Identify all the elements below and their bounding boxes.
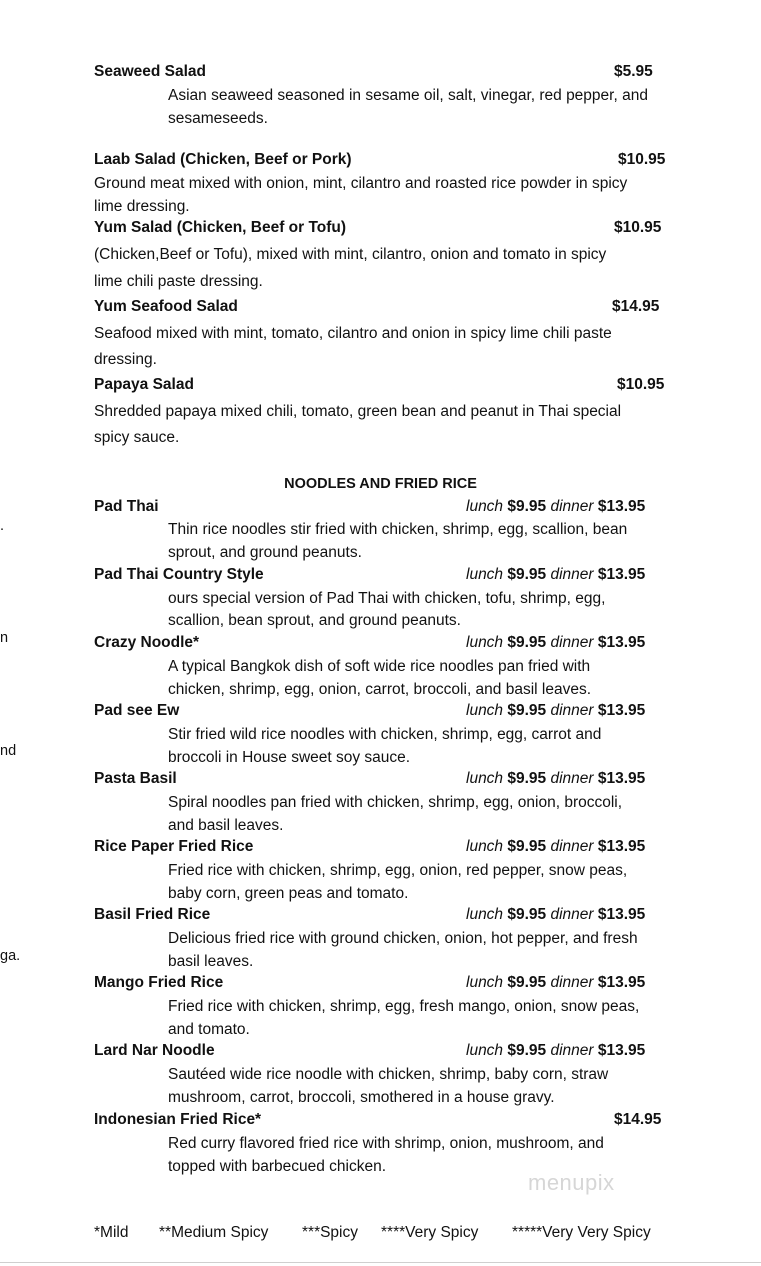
item-name: Pad Thai Country Style	[94, 566, 264, 583]
dinner-price: $13.95	[597, 634, 646, 651]
item-price-pair	[466, 498, 645, 516]
item-price: $10.95	[614, 219, 662, 236]
item-price-pair	[466, 974, 645, 992]
legend-mild: *Mild	[94, 1224, 129, 1241]
item-name: Crazy Noodle*	[94, 634, 200, 651]
item-name: Yum Salad (Chicken, Beef or Tofu)	[94, 219, 347, 236]
lunch-label: lunch	[466, 838, 504, 855]
item-desc-line: Asian seaweed seasoned in sesame oil, salt, vinegar, red pepper, and	[168, 87, 648, 104]
item-name: Lard Nar Noodle	[94, 1042, 215, 1059]
dinner-price: $13.95	[597, 566, 646, 583]
item-desc-line: sesameseeds.	[168, 110, 268, 127]
item-price-pair	[466, 906, 645, 924]
item-name: Pad Thai	[94, 498, 159, 515]
item-desc-line: scallion, bean sprout, and ground peanuts.	[168, 612, 461, 629]
item-price-pair	[466, 770, 645, 788]
item-desc-line: basil leaves.	[168, 953, 254, 970]
edge-fragment: ga.	[0, 948, 21, 964]
item-desc-line: topped with barbecued chicken.	[168, 1158, 387, 1175]
item-name: Pasta Basil	[94, 770, 177, 787]
edge-fragment: .	[0, 518, 5, 534]
watermark: menupix	[528, 1170, 615, 1195]
dinner-label: dinner	[550, 634, 594, 651]
item-desc-line: Shredded papaya mixed chili, tomato, green bean and peanut in Thai special	[94, 403, 622, 420]
item-desc-line: (Chicken,Beef or Tofu), mixed with mint, cilantro, onion and tomato in spicy	[94, 246, 607, 263]
item-desc-line: Ground meat mixed with onion, mint, cilantro and roasted rice powder in spicy	[94, 175, 628, 192]
item-desc-line: Sautéed wide rice noodle with chicken, shrimp, baby corn, straw	[168, 1066, 609, 1083]
lunch-price: $9.95	[507, 498, 547, 515]
item-desc-line: dressing.	[94, 351, 157, 368]
item-desc-line: broccoli in House sweet soy sauce.	[168, 749, 411, 766]
lunch-price: $9.95	[507, 838, 547, 855]
lunch-label: lunch	[466, 702, 504, 719]
item-price-pair	[466, 1042, 645, 1060]
item-desc-line: Delicious fried rice with ground chicken, onion, hot pepper, and fresh	[168, 930, 638, 947]
item-name: Mango Fried Rice	[94, 974, 224, 991]
section-title: NOODLES AND FRIED RICE	[284, 476, 477, 492]
item-desc-line: Fried rice with chicken, shrimp, egg, onion, red pepper, snow peas,	[168, 862, 628, 879]
dinner-price: $13.95	[597, 906, 646, 923]
item-desc-line: ours special version of Pad Thai with chicken, tofu, shrimp, egg,	[168, 590, 606, 607]
dinner-label: dinner	[550, 498, 594, 515]
dinner-price: $13.95	[597, 1042, 646, 1059]
dinner-label: dinner	[550, 702, 594, 719]
item-name: Rice Paper Fried Rice	[94, 838, 254, 855]
item-price: $10.95	[618, 151, 666, 168]
item-price-pair	[466, 566, 645, 584]
item-name: Pad see Ew	[94, 702, 180, 719]
item-name: Laab Salad (Chicken, Beef or Pork)	[94, 151, 352, 168]
item-desc-line: lime dressing.	[94, 198, 190, 215]
item-desc-line: chicken, shrimp, egg, onion, carrot, broccoli, and basil leaves.	[168, 681, 592, 698]
legend-very-spicy: ****Very Spicy	[381, 1224, 479, 1241]
lunch-price: $9.95	[507, 974, 547, 991]
item-desc-line: baby corn, green peas and tomato.	[168, 885, 409, 902]
item-desc-line: Seafood mixed with mint, tomato, cilantro and onion in spicy lime chili paste	[94, 325, 612, 342]
dinner-price: $13.95	[597, 770, 646, 787]
item-name: Basil Fried Rice	[94, 906, 211, 923]
lunch-label: lunch	[466, 498, 504, 515]
item-price: $10.95	[617, 376, 665, 393]
lunch-price: $9.95	[507, 566, 547, 583]
lunch-label: lunch	[466, 974, 504, 991]
legend-very-very-spicy: *****Very Very Spicy	[512, 1224, 651, 1241]
item-desc-line: Stir fried wild rice noodles with chicken, shrimp, egg, carrot and	[168, 726, 602, 743]
item-name: Papaya Salad	[94, 376, 194, 393]
dinner-label: dinner	[550, 838, 594, 855]
item-price: $5.95	[614, 63, 653, 80]
item-desc-line: mushroom, carrot, broccoli, smothered in a house gravy.	[168, 1089, 555, 1106]
item-desc-line: A typical Bangkok dish of soft wide rice noodles pan fried with	[168, 658, 591, 675]
lunch-price: $9.95	[507, 770, 547, 787]
lunch-label: lunch	[466, 770, 504, 787]
item-desc-line: Red curry flavored fried rice with shrimp, onion, mushroom, and	[168, 1135, 604, 1152]
item-name: Seaweed Salad	[94, 63, 207, 80]
item-name: Indonesian Fried Rice*	[94, 1111, 262, 1128]
dinner-price: $13.95	[597, 838, 646, 855]
item-price: $14.95	[612, 298, 660, 315]
lunch-price: $9.95	[507, 634, 547, 651]
legend-spicy: ***Spicy	[302, 1224, 358, 1241]
item-price-pair	[466, 634, 645, 652]
item-desc-line: spicy sauce.	[94, 429, 180, 446]
lunch-label: lunch	[466, 566, 504, 583]
dinner-label: dinner	[550, 566, 594, 583]
dinner-price: $13.95	[597, 702, 646, 719]
item-desc-line: and tomato.	[168, 1021, 250, 1038]
item-desc-line: sprout, and ground peanuts.	[168, 544, 362, 561]
item-desc-line: and basil leaves.	[168, 817, 284, 834]
dinner-label: dinner	[550, 770, 594, 787]
edge-fragment: n	[0, 630, 9, 646]
lunch-price: $9.95	[507, 702, 547, 719]
dinner-price: $13.95	[597, 498, 646, 515]
lunch-label: lunch	[466, 906, 504, 923]
legend-medium-spicy: **Medium Spicy	[159, 1224, 269, 1241]
dinner-label: dinner	[550, 974, 594, 991]
edge-fragment: nd	[0, 743, 17, 759]
item-name: Yum Seafood Salad	[94, 298, 238, 315]
item-desc-line: Spiral noodles pan fried with chicken, shrimp, egg, onion, broccoli,	[168, 794, 623, 811]
dinner-label: dinner	[550, 906, 594, 923]
lunch-label: lunch	[466, 634, 504, 651]
item-price-pair	[466, 838, 645, 856]
item-price-pair	[466, 702, 645, 720]
lunch-price: $9.95	[507, 1042, 547, 1059]
dinner-label: dinner	[550, 1042, 594, 1059]
item-desc-line: Thin rice noodles stir fried with chicken, shrimp, egg, scallion, bean	[168, 521, 628, 538]
item-desc-line: Fried rice with chicken, shrimp, egg, fresh mango, onion, snow peas,	[168, 998, 640, 1015]
item-price: $14.95	[614, 1111, 662, 1128]
bottom-divider	[0, 1262, 761, 1263]
dinner-price: $13.95	[597, 974, 646, 991]
item-desc-line: lime chili paste dressing.	[94, 273, 263, 290]
lunch-price: $9.95	[507, 906, 547, 923]
lunch-label: lunch	[466, 1042, 504, 1059]
